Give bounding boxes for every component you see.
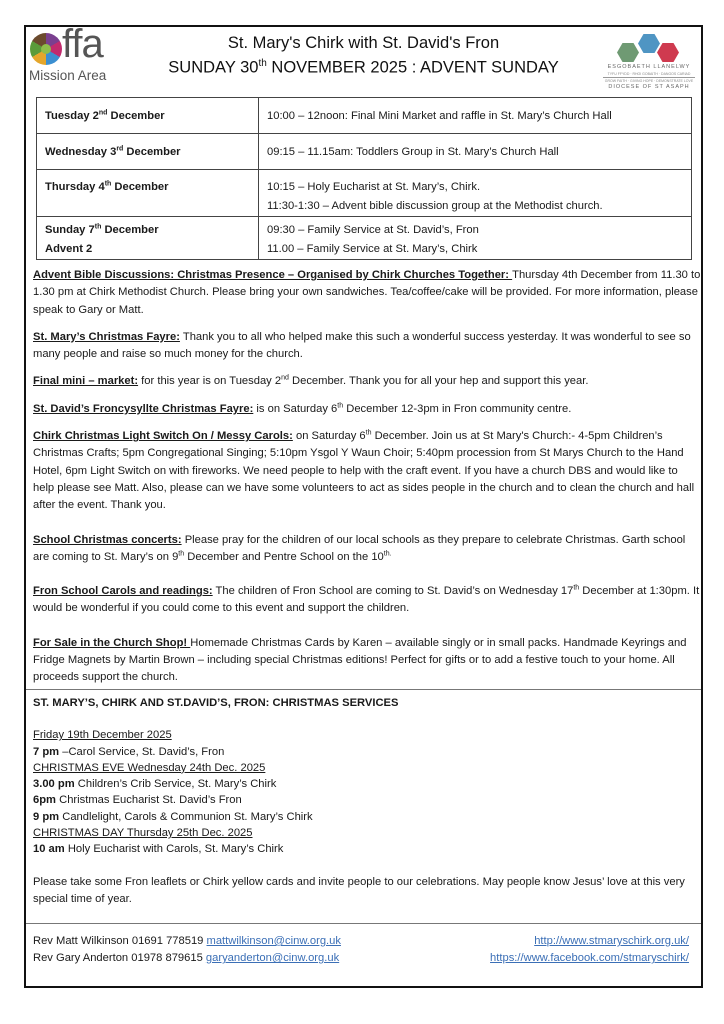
newsletter-page	[24, 22, 703, 988]
diocese-divider	[603, 77, 695, 78]
contact-row	[33, 950, 689, 967]
contact-matt: Rev Matt Wilkinson 01691 778519 mattwilkinson@cinw.org.uk	[33, 935, 341, 947]
table-row	[37, 170, 692, 217]
service-line: 6pm Christmas Eucharist St. David’s Fron	[33, 794, 242, 807]
email-link-gary[interactable]: garyanderton@cinw.org.uk	[205, 952, 340, 965]
hexagon-red-heart-icon	[657, 43, 679, 62]
hexagon-green-icon	[617, 43, 639, 62]
service-line: 10 am Holy Eucharist with Carols, St. Mary’s Chirk	[33, 843, 284, 856]
email-link-matt[interactable]: mattwilkinson@cinw.org.uk	[206, 935, 341, 947]
service-date: Friday 19th December 2025	[33, 729, 172, 742]
schedule-events: 10:00 – 12noon: Final Mini Market and raffle in St. Mary’s Church Hall	[259, 98, 692, 134]
section-divider	[26, 923, 701, 924]
contact-row	[33, 933, 689, 950]
service-line: 7 pm –Carol Service, St. David’s, Fron	[33, 745, 225, 758]
service-date: CHRISTMAS EVE Wednesday 24th Dec. 2025	[33, 761, 266, 774]
diocese-english-name: DIOCESE OF ST ASAPH	[608, 84, 690, 90]
diocese-welsh-name: ESGOBAETH LLANELWY	[607, 64, 691, 70]
schedule-day: Tuesday 2nd December	[37, 98, 259, 134]
notice-christmas-fayre: St. Mary’s Christmas Fayre: Thank you to all who helped make this such a wonderful success yesterday. It was wonderful to see so many people and raise so much money for the church.	[33, 330, 691, 361]
schedule-day: Wednesday 3rd December	[37, 134, 259, 170]
section-divider	[26, 689, 701, 690]
header	[26, 22, 701, 93]
schedule-events: 09:15 – 11.15am: Toddlers Group in St. Mary’s Church Hall	[259, 134, 692, 170]
offa-logo-subtitle: Mission Area	[29, 68, 107, 83]
hexagon-blue-icon	[638, 34, 660, 53]
service-line: 3.00 pm Children’s Crib Service, St. Mary’s Chirk	[33, 778, 277, 791]
schedule-day: Sunday 7th December Advent 2	[37, 217, 259, 260]
contacts-footer	[33, 933, 689, 968]
schedule-events: 10:15 – Holy Eucharist at St. Mary’s, Chirk. 11:30-1:30 – Advent bible discussion group at the Methodist church.	[259, 170, 692, 217]
schedule-day: Thursday 4th December	[37, 170, 259, 217]
website-link[interactable]: http://www.stmaryschirk.org.uk/	[534, 935, 689, 947]
table-row	[37, 217, 692, 260]
offa-logo-word: ffa	[62, 22, 103, 66]
notice-froncysyllte-fayre: St. David’s Froncysyllte Christmas Fayre: is on Saturday 6th December 12-3pm in Fron community centre.	[33, 402, 572, 415]
schedule-events: 09:30 – Family Service at St. David’s, Fron 11.00 – Family Service at St. Mary’s, Chirk	[259, 217, 692, 260]
notice-advent-bible: Advent Bible Discussions: Christmas Presence – Organised by Chirk Churches Together: Thursday 4th December from 11.30 to 1.30 pm at Chirk Methodist Church. Please bring your own sandwiches. Tea/coffee/cake will be provided. For more information, please speak to Gary or Matt.	[33, 269, 701, 316]
diocese-tagline-welsh: TYFU FFYDD · RHOI GOBAITH · DANGOS CARIAD	[607, 72, 691, 76]
page-subtitle: SUNDAY 30th NOVEMBER 2025 : ADVENT SUNDAY	[168, 58, 559, 77]
table-row	[37, 98, 692, 134]
notices-section	[33, 267, 701, 697]
notice-mini-market: Final mini – market: for this year is on Tuesday 2nd December. Thank you for all your hep and support this year.	[33, 374, 589, 388]
christmas-services-title: ST. MARY’S, CHIRK AND ST.DAVID’S, FRON: CHRISTMAS SERVICES	[33, 697, 399, 709]
notice-school-concerts: School Christmas concerts: Please pray for the children of our local schools as they prepare to celebrate Christmas. Garth school are coming to St. Mary’s on 9th December and Pentre School on the $10^{th.}$	[33, 533, 686, 563]
invite-text: Please take some Fron leaflets or Chirk yellow cards and invite people to our celebrations. May people know Jesus’ love at this very special time of year.	[33, 875, 685, 905]
service-date: CHRISTMAS DAY Thursday 25th Dec. 2025	[33, 827, 253, 840]
page-title: St. Mary's Chirk with St. David's Fron	[227, 34, 500, 52]
diocese-st-asaph-logo	[599, 33, 699, 91]
weekly-schedule-table	[36, 97, 692, 260]
notice-church-shop: For Sale in the Church Shop! Homemade Christmas Cards by Karen – available singly or in small packs. Handmade Keyrings and Fridge Magnets by Martin Brown – including special Christmas editions! Perfect for gifts or to add a festive touch to your home. All proceeds support the church.	[33, 636, 687, 684]
table-row	[37, 134, 692, 170]
diocese-tagline-english: GROW FAITH · GIVING HOPE · DEMONSTRATE LOVE	[604, 79, 694, 83]
christmas-services-section	[33, 695, 693, 908]
contact-gary: Rev Gary Anderton 01978 879615 garyanderton@cinw.org.uk	[33, 952, 340, 965]
notice-light-switch-on: Chirk Christmas Light Switch On / Messy Carols: on Saturday 6th December. Join us at St Mary's Church:- 4-5pm Children’s Christmas Crafts; 5pm Congregational Singing; 5:10pm Ysgol Y Waun Choir; 5:40pm procession from St Marys Church to the Hand Hotel, 6pm Light Switch on with fireworks. We need people to help with the craft event. If you have a church DBS and would like to help please see Matt. Also, please can we have some volunteers to act as sides people in the church and to clean the church and hall after the event. Thank you.	[33, 429, 695, 512]
service-line: 9 pm Candlelight, Carols & Communion St. Mary’s Chirk	[33, 810, 313, 823]
notice-fron-school-carols: Fron School Carols and readings: The children of Fron School are coming to St. David’s on Wednesday 17th December at 1:30pm. It would be wonderful if you could come to this event and support the children.	[33, 584, 700, 615]
facebook-link[interactable]: https://www.facebook.com/stmaryschirk/	[490, 952, 689, 965]
